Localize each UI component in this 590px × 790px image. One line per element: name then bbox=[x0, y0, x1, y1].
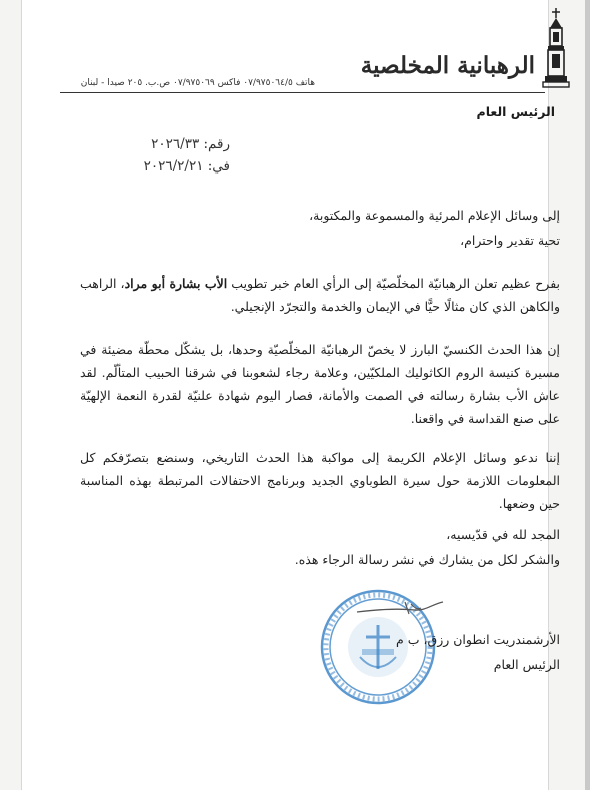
signature-scribble bbox=[355, 598, 445, 618]
contact-line: هاتف ٠٧/٩٧٥٠٦٤/٥ فاكس ٠٧/٩٧٥٠٦٩ ص.ب. ٢٠٥ صيدا - لبنان bbox=[80, 78, 315, 88]
reference-number: رقم: ٢٠٢٦/٣٣ bbox=[151, 136, 230, 152]
reference-date: في: ٢٠٢٦/٢/٢١ bbox=[143, 158, 230, 174]
header-divider bbox=[60, 92, 545, 93]
greeting: تحية تقدير واحترام، bbox=[460, 233, 560, 248]
paragraph-significance: إن هذا الحدث الكنسيّ البارز لا يخصّ الرهبانيّة المخلّصيّة وحدها، بل يشكّل محطّة مضيئة في مسيرة كنيسة الروم الكاثوليك الملكيّين، وعلامة رجاء لشعوبنا في شرقنا الحبيب المتألّم. لقد عاش الأب بشارة رسالته في الصمت والأمانة، فصار اليوم شهادة علنيّة لقدرة النعمة الإلهيّة على صنع القداسة في واقعنا. bbox=[80, 342, 560, 426]
signatory-role: الرئيس العام bbox=[493, 657, 560, 672]
paragraph-invitation: إننا ندعو وسائل الإعلام الكريمة إلى مواكبة هذا الحدث التاريخي، وسنضع بتصرّفكم كل المعلومات اللازمة حول سيرة الطوباوي الجديد وبرنامج الاحتفالات المرتبطة بهذه المناسبة حين وضعها. bbox=[80, 450, 560, 511]
paragraph-announcement bbox=[80, 272, 560, 318]
thanks-line: والشكر لكل من يشارك في نشر رسالة الرجاء هذه. bbox=[294, 552, 560, 567]
addressee: إلى وسائل الإعلام المرئية والمسموعة والمكتوبة، bbox=[309, 208, 560, 223]
signatory-name: الأرشمندريت انطوان رزق، ب م bbox=[396, 632, 560, 647]
brand-name: الرهبانية المخلصية bbox=[360, 52, 535, 79]
blessed-name: الأب بشارة أبو مراد bbox=[124, 276, 228, 291]
president-title: الرئيس العام bbox=[476, 104, 555, 119]
bell-tower-logo-icon bbox=[542, 8, 570, 88]
p1-start: بفرح عظيم تعلن الرهبانيّة المخلّصيّة إلى الرأي العام خبر تطويب bbox=[227, 276, 560, 291]
page-edge bbox=[585, 0, 590, 790]
glory-line: المجد لله في قدّيسيه، bbox=[446, 527, 560, 542]
p1-end: ، الراهب والكاهن الذي كان مثالًا حيًّا في الإيمان والخدمة والتجرّد الإنجيلي. bbox=[80, 276, 560, 314]
